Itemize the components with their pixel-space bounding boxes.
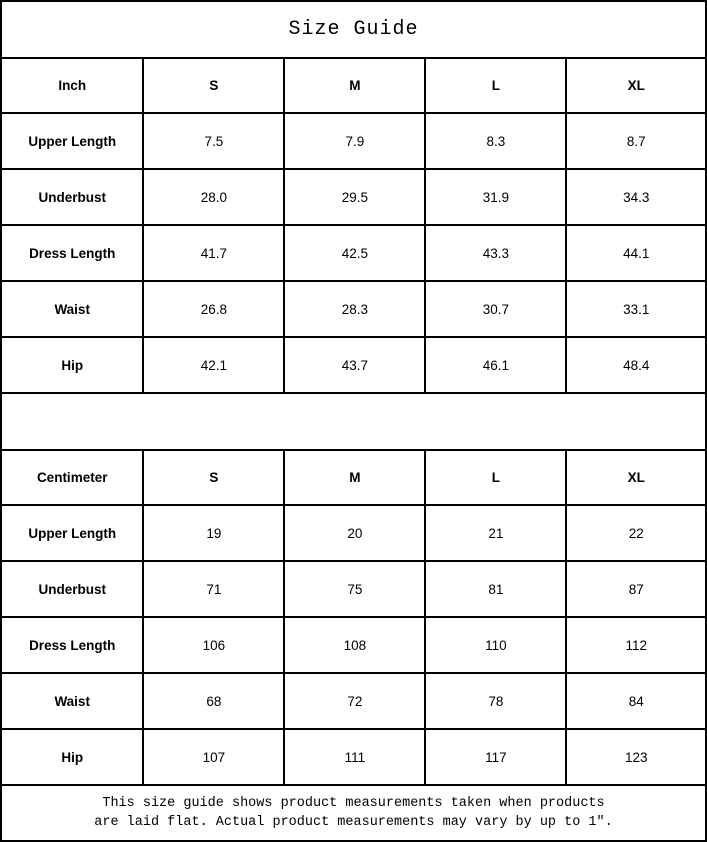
row-label: Underbust (1, 561, 143, 617)
footnote-line-2: are laid flat. Actual product measurements may vary by up to 1″. (94, 815, 613, 830)
value-cell: 8.3 (425, 113, 566, 169)
value-cell: 43.3 (425, 225, 566, 281)
inch-size-header-s: S (143, 58, 284, 113)
value-cell: 19 (143, 505, 284, 561)
value-cell: 42.1 (143, 337, 284, 393)
value-cell: 31.9 (425, 169, 566, 225)
table-row (1, 225, 706, 281)
value-cell: 26.8 (143, 281, 284, 337)
table-row (1, 281, 706, 337)
value-cell: 43.7 (284, 337, 425, 393)
value-cell: 29.5 (284, 169, 425, 225)
value-cell: 107 (143, 729, 284, 785)
cm-size-header-l: L (425, 450, 566, 505)
value-cell: 34.3 (566, 169, 706, 225)
inch-size-header-m: M (284, 58, 425, 113)
value-cell: 41.7 (143, 225, 284, 281)
value-cell: 33.1 (566, 281, 706, 337)
value-cell: 112 (566, 617, 706, 673)
table-row (1, 673, 706, 729)
row-label: Hip (1, 729, 143, 785)
value-cell: 71 (143, 561, 284, 617)
value-cell: 84 (566, 673, 706, 729)
table-row (1, 617, 706, 673)
value-cell: 7.5 (143, 113, 284, 169)
value-cell: 72 (284, 673, 425, 729)
row-label: Upper Length (1, 505, 143, 561)
inch-size-header-l: L (425, 58, 566, 113)
inch-header-row (1, 58, 706, 113)
table-row (1, 729, 706, 785)
footnote (1, 785, 706, 841)
value-cell: 87 (566, 561, 706, 617)
value-cell: 48.4 (566, 337, 706, 393)
value-cell: 20 (284, 505, 425, 561)
title-row (1, 1, 706, 58)
table-row (1, 169, 706, 225)
value-cell: 81 (425, 561, 566, 617)
value-cell: 108 (284, 617, 425, 673)
value-cell: 42.5 (284, 225, 425, 281)
value-cell: 22 (566, 505, 706, 561)
value-cell: 106 (143, 617, 284, 673)
row-label: Waist (1, 281, 143, 337)
row-label: Underbust (1, 169, 143, 225)
value-cell: 28.3 (284, 281, 425, 337)
footnote-row (1, 785, 706, 841)
row-label: Dress Length (1, 225, 143, 281)
inch-unit-header: Inch (1, 58, 143, 113)
value-cell: 78 (425, 673, 566, 729)
value-cell: 117 (425, 729, 566, 785)
row-label: Upper Length (1, 113, 143, 169)
table-row (1, 337, 706, 393)
cm-size-header-m: M (284, 450, 425, 505)
value-cell: 123 (566, 729, 706, 785)
page-title: Size Guide (1, 1, 706, 58)
row-label: Dress Length (1, 617, 143, 673)
value-cell: 7.9 (284, 113, 425, 169)
cm-size-header-s: S (143, 450, 284, 505)
value-cell: 68 (143, 673, 284, 729)
value-cell: 21 (425, 505, 566, 561)
value-cell: 75 (284, 561, 425, 617)
row-label: Waist (1, 673, 143, 729)
centimeter-unit-header: Centimeter (1, 450, 143, 505)
table-row (1, 113, 706, 169)
value-cell: 44.1 (566, 225, 706, 281)
row-label: Hip (1, 337, 143, 393)
inch-size-header-xl: XL (566, 58, 706, 113)
table-row (1, 561, 706, 617)
cm-size-header-xl: XL (566, 450, 706, 505)
value-cell: 110 (425, 617, 566, 673)
table-row (1, 505, 706, 561)
value-cell: 46.1 (425, 337, 566, 393)
value-cell: 28.0 (143, 169, 284, 225)
value-cell: 30.7 (425, 281, 566, 337)
value-cell: 8.7 (566, 113, 706, 169)
value-cell: 111 (284, 729, 425, 785)
centimeter-header-row (1, 450, 706, 505)
spacer-cell (1, 393, 706, 450)
footnote-line-1: This size guide shows product measurements taken when products (102, 796, 605, 811)
spacer-row (1, 393, 706, 450)
